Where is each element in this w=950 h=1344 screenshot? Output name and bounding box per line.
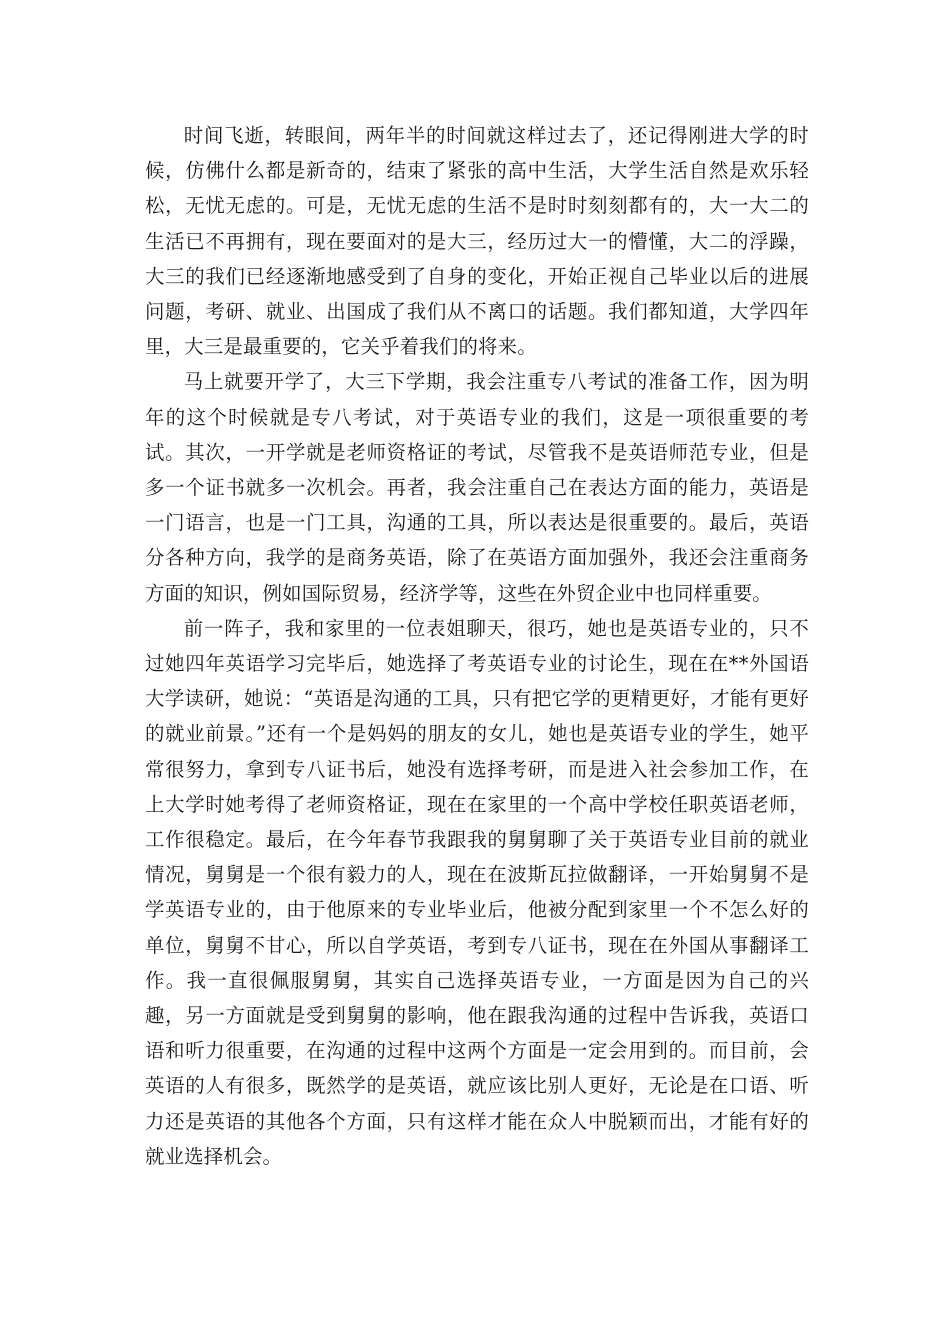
document-body xyxy=(145,118,809,1174)
paragraph-2: 马上就要开学了，大三下学期，我会注重专八考试的准备工作，因为明年的这个时候就是专八考试，对于英语专业的我们，这是一项很重要的考试。其次，一开学就是老师资格证的考试，尽管我不是英语师范专业，但是多一个证书就多一次机会。再者，我会注重自己在表达方面的能力，英语是一门语言，也是一门工具，沟通的工具，所以表达是很重要的。最后，英语分各种方向，我学的是商务英语，除了在英语方面加强外，我还会注重商务方面的知识，例如国际贸易，经济学等，这些在外贸企业中也同样重要。 xyxy=(145,370,809,605)
paragraph-3: 前一阵子，我和家里的一位表姐聊天，很巧，她也是英语专业的，只不过她四年英语学习完毕后，她选择了考英语专业的讨论生，现在在**外国语大学读研，她说：“英语是沟通的工具，只有把它学的更精更好，才能有更好的就业前景。”还有一个是妈妈的朋友的女儿，她也是英语专业的学生，她平常很努力，拿到专八证书后，她没有选择考研，而是进入社会参加工作，在上大学时她考得了老师资格证，现在在家里的一个高中学校任职英语老师，工作很稳定。最后，在今年春节我跟我的舅舅聊了关于英语专业目前的就业情况，舅舅是一个很有毅力的人，现在在波斯瓦拉做翻译，一开始舅舅不是学英语专业的，由于他原来的专业毕业后，他被分配到家里一个不怎么好的单位，舅舅不甘心，所以自学英语，考到专八证书，现在在外国从事翻译工作。我一直很佩服舅舅，其实自己选择英语专业，一方面是因为自己的兴趣，另一方面就是受到舅舅的影响，他在跟我沟通的过程中告诉我，英语口语和听力很重要，在沟通的过程中这两个方面是一定会用到的。而目前，会英语的人有很多，既然学的是英语，就应该比别人更好，无论是在口语、听力还是英语的其他各个方面，只有这样才能在众人中脱颖而出，才能有好的就业选择机会。 xyxy=(145,616,809,1168)
paragraph-1: 时间飞逝，转眼间，两年半的时间就这样过去了，还记得刚进大学的时候，仿佛什么都是新奇的，结束了紧张的高中生活，大学生活自然是欢乐轻松，无忧无虑的。可是，无忧无虑的生活不是时时刻刻都有的，大一大二的生活已不再拥有，现在要面对的是大三，经历过大一的懵懂，大二的浮躁，大三的我们已经逐渐地感受到了自身的变化，开始正视自己毕业以后的进展问题，考研、就业、出国成了我们从不离口的话题。我们都知道，大学四年里，大三是最重要的，它关乎着我们的将来。 xyxy=(145,124,809,359)
